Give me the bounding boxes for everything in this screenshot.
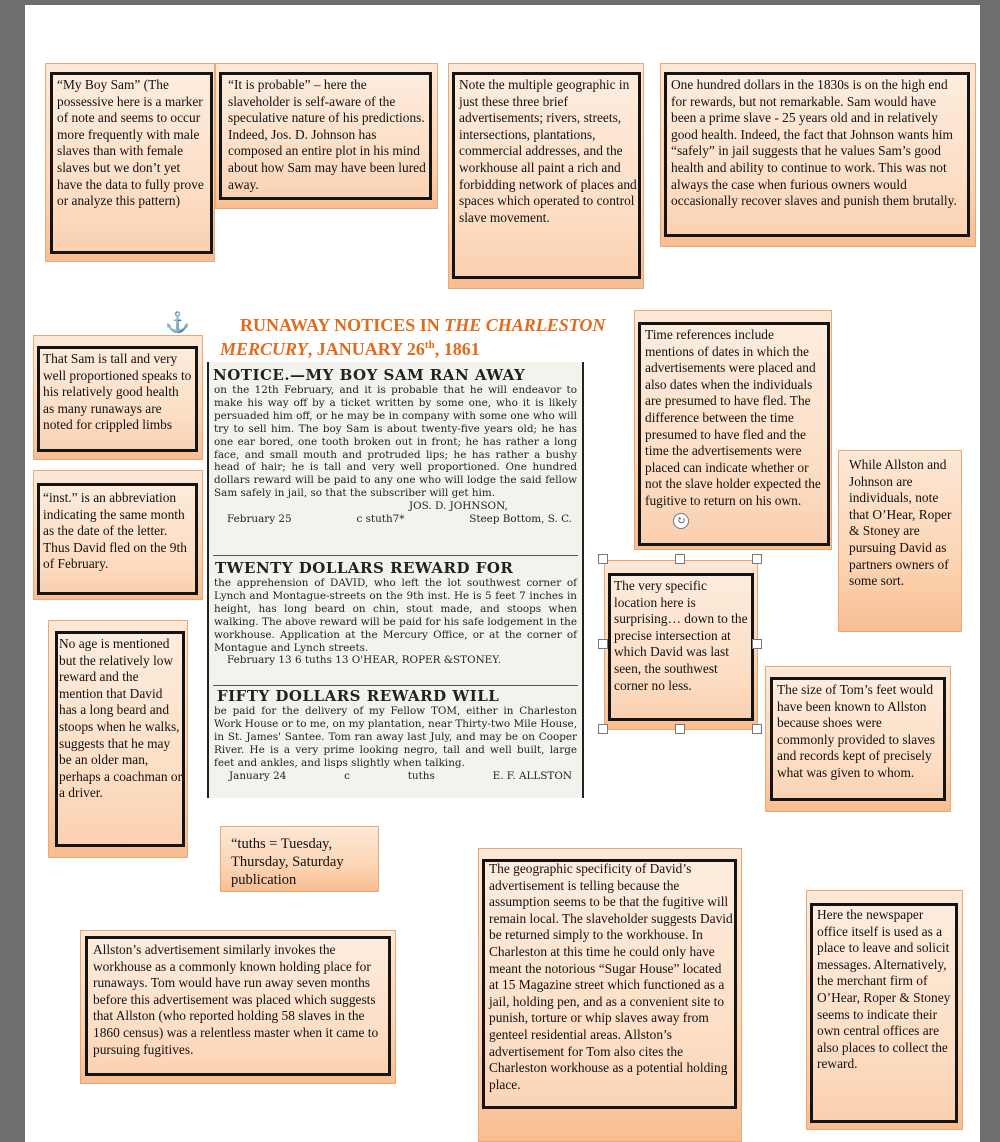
annotation-inst-abbreviation[interactable] xyxy=(33,470,203,600)
annotation-text: “It is probable” – here the slaveholder is self-aware of the speculative nature of his predictions. Indeed, Jos. D. Johnson has composed an entire plot in his mind about how Sam may have been lured away. xyxy=(228,77,426,192)
annotation-david-age[interactable] xyxy=(48,620,188,858)
ad-david-body: the apprehension of DAVID, who left the lot southwest corner of Lynch and Montague-streets on the 9th inst. He is 5 feet 7 inches in height, has long beard on chin, stout made, and stoops when walking. The above reward will be paid for his safe lodgement in the workhouse. Application at the Mercury Office, or at the corner of Montague and Lynch streets. xyxy=(214,577,577,654)
resize-handle-top-right[interactable] xyxy=(752,554,762,564)
ad-sam-code: c stuth7* xyxy=(356,513,405,526)
ad-david xyxy=(209,559,582,667)
anchor-icon: ⚓ xyxy=(165,310,190,334)
annotation-my-boy-sam[interactable] xyxy=(45,63,215,262)
ad-divider xyxy=(213,555,578,556)
resize-handle-top[interactable] xyxy=(675,554,685,564)
ad-tom-code: c xyxy=(344,769,350,782)
ad-tom-headline: FIFTY DOLLARS REWARD WILL xyxy=(217,687,500,705)
ad-sam-body: on the 12th February, and it is probable that he will endeavor to make his way off by a ticket written by some one, who it is likely persuaded him off, or he may be in company with some one who will try to sell him. The boy Sam is about twenty-five years old; he has one ear bored, one tooth broken out in front; he has rather a long face, and small mouth and protruded lips; he has rather a bushy head of hair; he is tall and very well proportioned. One hundred dollars reward will be paid to any one who will lodge the said fellow Sam safely in jail, so that the subscriber will get him. xyxy=(214,384,577,500)
annotation-geographic-network[interactable] xyxy=(448,63,644,289)
annotation-text: Allston’s advertisement similarly invokes the workhouse as a commonly known holding place for runaways. Tom would have run away seven months before this advertisement was placed which suggests that Allston (who reported holding 58 slaves in the 1860 census) was a relentless master when it came to pursuing fugitives. xyxy=(93,942,379,1057)
annotation-it-is-probable[interactable] xyxy=(215,63,438,209)
annotation-text: The size of Tom’s feet would have been known to Allston because shoes were commonly provided to slaves and records kept of precisely what was given to whom. xyxy=(777,682,936,780)
ad-tom-code2: tuths xyxy=(407,769,435,782)
annotation-specific-location[interactable] xyxy=(604,560,758,730)
ad-tom-date: January 24 xyxy=(229,769,287,782)
resize-handle-right[interactable] xyxy=(752,639,762,649)
annotation-allston-workhouse[interactable] xyxy=(80,930,396,1084)
annotation-text: “inst.” is an abbreviation indicating the same month as the date of the letter. Thus David fled on the 9th of February. xyxy=(43,490,187,572)
annotation-newspaper-office[interactable] xyxy=(806,890,963,1130)
ad-divider xyxy=(213,685,578,686)
annotation-text: The geographic specificity of David’s advertisement is telling because the assumption seems to be that the fugitive will remain local. The slaveholder suggests David be returned simply to the workhouse. In Charleston at this time he could only have meant the notorious “Sugar House” located at 15 Magazine street which functioned as a jail, holding pen, and as a convenient site to punish, torture or whip slaves away from genteel residential areas. Allston’s advertisement for Tom also cites the Charleston workhouse as a potential holding place. xyxy=(489,861,733,1092)
resize-handle-top-left[interactable] xyxy=(598,554,608,564)
annotation-sam-tall[interactable] xyxy=(33,335,203,460)
resize-handle-bottom-right[interactable] xyxy=(752,724,762,734)
annotation-text: Time references include mentions of dates in which the advertisements were placed and also dates when the individuals are presumed to have fled. The difference between the time presumed to have fled and the time the advertisements were placed can indicate whether or not the slave holder expected the fugitive to return on his own. xyxy=(645,327,821,508)
annotation-text: One hundred dollars in the 1830s is on the high end for rewards, but not remarkable. Sam would have been a prime slave - 25 years old and in relatively good health. Indeed, the fact that Johnson wants him “safely” in jail suggests that he values Sam’s good health and ability to continue to work. This was not always the case when furious owners would occasionally recover slaves and punish them brutally. xyxy=(671,77,957,209)
resize-handle-bottom[interactable] xyxy=(675,724,685,734)
ad-sam-signer: JOS. D. JOHNSON, xyxy=(409,500,508,513)
annotation-reward-amount[interactable] xyxy=(660,63,976,247)
annotation-toms-feet[interactable] xyxy=(765,666,951,812)
ad-david-signer: February 13 6 tuths 13 O'HEAR, ROPER &STONEY. xyxy=(227,654,502,667)
annotation-text: While Allston and Johnson are individuals, note that O’Hear, Roper & Stoney are pursuing David as partners owners of some sort. xyxy=(849,457,952,589)
annotation-geographic-specificity[interactable] xyxy=(478,848,742,1142)
rotate-handle-icon[interactable]: ↻ xyxy=(673,513,689,529)
ad-sam-headline: NOTICE.—MY BOY SAM RAN AWAY xyxy=(213,366,526,384)
ad-sam-date: February 25 xyxy=(227,513,292,526)
document-title: RUNAWAY NOTICES IN THE CHARLESTON xyxy=(240,315,606,335)
resize-handle-bottom-left[interactable] xyxy=(598,724,608,734)
annotation-text: “My Boy Sam” (The possessive here is a marker of note and seems to occur more frequently with male slaves than with female slaves but we don’t yet have the data to fully prove or analyze this pattern) xyxy=(57,77,204,209)
ad-tom xyxy=(209,687,582,782)
ad-tom-body: be paid for the delivery of my Fellow TOM, either in Charleston Work House or to me, on my plantation, near Thirty-two Mile House, in St. James' Santee. Tom ran away last July, and may be on Cooper River. He is a very prime looking negro, tall and well built, large feet and ankles, and lisps slightly when talking. xyxy=(214,705,577,769)
ad-sam-place: Steep Bottom, S. C. xyxy=(469,513,572,526)
ad-sam xyxy=(209,366,582,526)
ad-david-headline: TWENTY DOLLARS REWARD FOR xyxy=(215,559,514,577)
ad-tom-signer: E. F. ALLSTON xyxy=(492,769,572,782)
annotation-tuths[interactable] xyxy=(220,826,379,892)
annotation-partners[interactable] xyxy=(838,450,962,632)
ad-sam-footer xyxy=(209,513,582,526)
annotation-text: The very specific location here is surprising… down to the precise intersection at which David was last seen, the southwest corner no less. xyxy=(614,578,748,693)
annotation-time-references[interactable] xyxy=(634,310,832,550)
annotation-text: Here the newspaper office itself is used as a place to leave and solicit messages. Alternatively, the merchant firm of O’Hear, Roper & Stoney seems to indicate their own central offices are also places to collect the reward. xyxy=(817,907,951,1072)
ad-tom-footer xyxy=(209,770,582,783)
resize-handle-left[interactable] xyxy=(598,639,608,649)
newspaper-clipping xyxy=(207,362,584,798)
annotation-text: “tuths = Tuesday, Thursday, Saturday publication xyxy=(231,836,344,888)
annotation-text: That Sam is tall and very well proportioned speaks to his relatively good health as many runaways are noted for crippled limbs xyxy=(43,351,192,433)
annotation-text: No age is mentioned but the relatively low reward and the mention that David has a long beard and stoops when he walks, suggests that he may be an older man, perhaps a coachman or a driver. xyxy=(59,636,183,801)
document-title-line2: MERCURY, JANUARY 26th, 1861 xyxy=(220,339,480,359)
annotation-text: Note the multiple geographic in just these three brief advertisements; rivers, streets, intersections, plantations, commercial addresses, and the workhouse all paint a rich and forbidding network of places and spaces which operated to control slave movement. xyxy=(459,77,637,225)
